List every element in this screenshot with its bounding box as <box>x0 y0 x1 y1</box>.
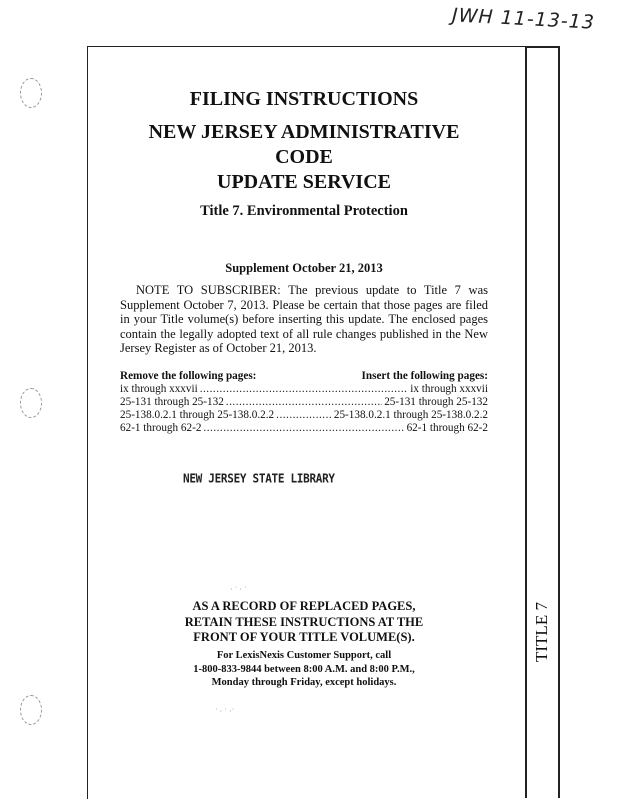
code-heading <box>120 120 488 195</box>
tab-divider-line <box>525 46 527 798</box>
record-line2: RETAIN THESE INSTRUCTIONS AT THE <box>184 614 424 629</box>
dot-leader <box>200 383 409 396</box>
record-line1: AS A RECORD OF REPLACED PAGES, <box>192 599 416 613</box>
binder-hole-bottom <box>20 695 42 725</box>
subscriber-note: NOTE TO SUBSCRIBER: The previous update to Title 7 was Supplement October 7, 2013. Please be certain that those pages are filed in your Title volume(s) before inserting this update. The enclosed pages contain the legally adopted text of all rule changes published in the New Jersey Register as of October 21, 2013. <box>120 283 488 355</box>
scan-speck: ˙ · ˙ ·˙ <box>215 707 235 716</box>
library-stamp: NEW JERSEY STATE LIBRARY <box>183 471 335 486</box>
remove-pages: 25-138.0.2.1 through 25-138.0.2.2 <box>120 409 275 421</box>
supplement-date: Supplement October 21, 2013 <box>225 261 383 275</box>
remove-pages: ix through xxxvii <box>120 383 198 395</box>
table-row <box>120 396 488 409</box>
insert-pages: 25-138.0.2.1 through 25-138.0.2.2 <box>333 409 488 421</box>
scan-speck: · ˙ · ˙ <box>230 585 247 594</box>
binder-hole-top <box>20 78 42 108</box>
dot-leader <box>276 409 332 422</box>
binder-hole-middle <box>20 388 42 418</box>
insert-pages: ix through xxxvii <box>410 383 488 395</box>
support-line3: Monday through Friday, except holidays. <box>211 677 397 688</box>
table-row <box>120 383 488 396</box>
code-heading-line1: NEW JERSEY ADMINISTRATIVE CODE <box>148 121 460 168</box>
dot-leader <box>226 396 382 409</box>
insert-header: Insert the following pages: <box>361 370 488 382</box>
remove-pages: 62-1 through 62-2 <box>120 422 202 434</box>
tab-edge-line <box>558 46 560 798</box>
code-heading-line2: UPDATE SERVICE <box>217 171 391 193</box>
dot-leader <box>203 422 404 435</box>
tab-top-line <box>525 46 559 48</box>
remove-header: Remove the following pages: <box>120 370 257 382</box>
table-row <box>120 422 488 435</box>
table-header <box>120 370 488 383</box>
title-subject: Title 7. Environmental Protection <box>200 203 408 219</box>
table-row <box>120 409 488 422</box>
support-line2: 1-800-833-9844 between 8:00 A.M. and 8:00 P.M., <box>193 663 415 675</box>
handwritten-initials-date: JWH 11-13-13 <box>451 4 596 34</box>
insert-pages: 25-131 through 25-132 <box>384 396 488 408</box>
remove-pages: 25-131 through 25-132 <box>120 396 224 408</box>
customer-support-info <box>120 649 488 690</box>
record-line3: FRONT OF YOUR TITLE VOLUME(S). <box>193 630 415 644</box>
filing-instructions-heading: FILING INSTRUCTIONS <box>189 88 419 110</box>
page-replacement-table <box>120 370 488 435</box>
insert-pages: 62-1 through 62-2 <box>406 422 488 434</box>
support-line1: For LexisNexis Customer Support, call <box>216 650 392 661</box>
record-instructions <box>120 599 488 646</box>
title-tab-label: TITLE 7 <box>532 602 551 662</box>
